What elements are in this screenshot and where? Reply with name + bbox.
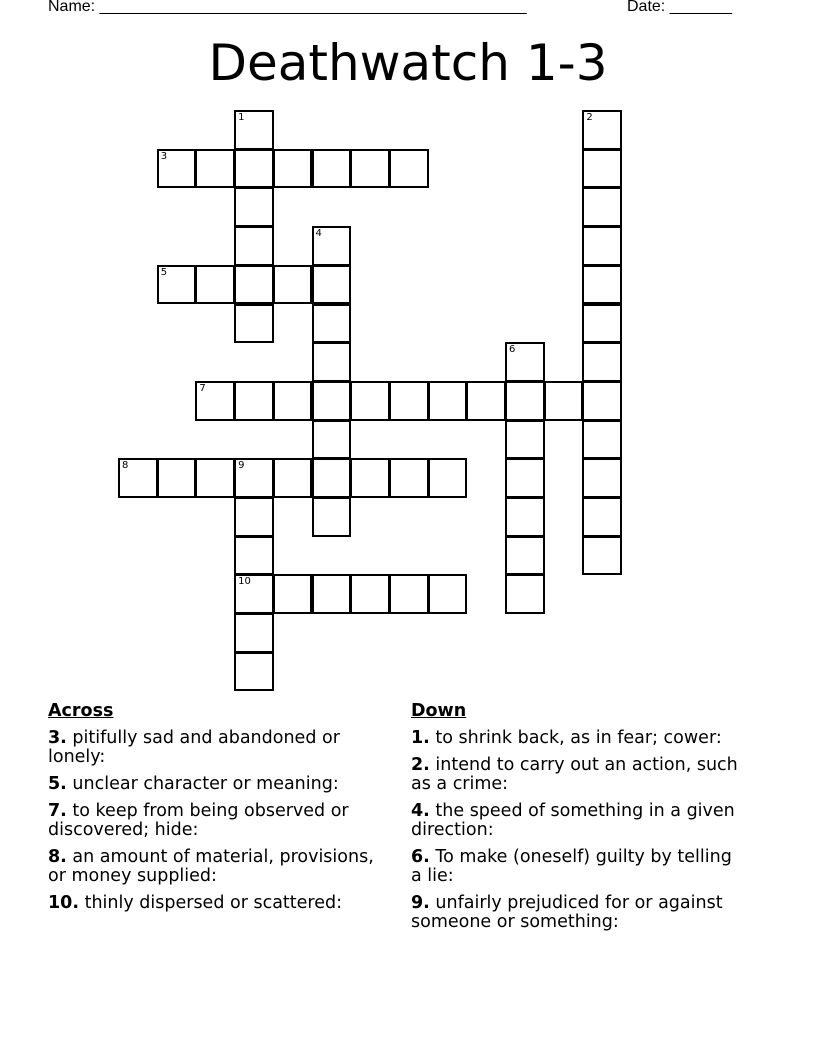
- clue-number-label: 2: [586, 112, 593, 123]
- grid-cell[interactable]: [505, 342, 545, 382]
- grid-cell[interactable]: [312, 574, 352, 614]
- grid-cell[interactable]: [195, 458, 235, 498]
- grid-cell[interactable]: [582, 226, 622, 266]
- clue-number: 9.: [411, 893, 430, 913]
- grid-cell[interactable]: [195, 381, 235, 421]
- grid-cell[interactable]: [273, 458, 313, 498]
- clue-across-5: [48, 775, 383, 794]
- grid-cell[interactable]: [234, 304, 274, 344]
- grid-cell[interactable]: [273, 574, 313, 614]
- clue-across-7: [48, 802, 383, 840]
- clue-number-label: 1: [238, 112, 245, 123]
- grid-cell[interactable]: [350, 574, 390, 614]
- clue-across-10: [48, 894, 383, 913]
- grid-cell[interactable]: [466, 381, 506, 421]
- clue-text: to shrink back, as in fear; cower:: [435, 728, 722, 748]
- clue-number-label: 7: [199, 382, 206, 394]
- clue-number-label: 4: [315, 228, 322, 240]
- clue-text: to keep from being observed or discovered; hide:: [48, 801, 349, 840]
- grid-cell[interactable]: [505, 536, 545, 576]
- page-title: Deathwatch 1-3: [208, 34, 608, 92]
- grid-cell[interactable]: [234, 574, 274, 614]
- grid-cell[interactable]: [544, 381, 584, 421]
- clue-text: an amount of material, provisions, or money supplied:: [48, 847, 374, 886]
- down-heading: Down: [411, 701, 467, 721]
- grid-cell[interactable]: [312, 149, 352, 189]
- grid-cell[interactable]: [273, 265, 313, 305]
- clue-down-9: [411, 894, 741, 932]
- grid-cell[interactable]: [312, 420, 352, 460]
- grid-cell[interactable]: [582, 497, 622, 537]
- grid-cell[interactable]: [234, 226, 274, 266]
- grid-cell[interactable]: [350, 381, 390, 421]
- grid-cell[interactable]: [195, 149, 235, 189]
- grid-cell[interactable]: [582, 149, 622, 189]
- clue-text: thinly dispersed or scattered:: [84, 893, 342, 913]
- grid-cell[interactable]: [312, 226, 352, 266]
- grid-cell[interactable]: [312, 342, 352, 382]
- clue-text: unclear character or meaning:: [72, 774, 339, 794]
- grid-cell[interactable]: [505, 420, 545, 460]
- clue-down-6: [411, 848, 741, 886]
- grid-cell[interactable]: [234, 149, 274, 189]
- clue-text: unfairly prejudiced for or against someone or something:: [411, 893, 723, 932]
- grid-cell[interactable]: [157, 265, 197, 305]
- grid-cell[interactable]: [157, 458, 197, 498]
- down-clues: [411, 702, 741, 940]
- clue-across-3: [48, 729, 383, 767]
- grid-cell[interactable]: [118, 458, 158, 498]
- clue-number: 5.: [48, 774, 67, 794]
- grid-cell[interactable]: [505, 574, 545, 614]
- grid-cell[interactable]: [389, 149, 429, 189]
- grid-cell[interactable]: [273, 149, 313, 189]
- name-field[interactable]: Name: ________________________________________________: [48, 0, 527, 15]
- grid-cell[interactable]: [273, 381, 313, 421]
- grid-cell[interactable]: [195, 265, 235, 305]
- clue-number-label: 6: [509, 344, 516, 356]
- grid-cell[interactable]: [350, 458, 390, 498]
- clue-number: 6.: [411, 847, 430, 867]
- grid-cell[interactable]: [312, 304, 352, 344]
- grid-cell[interactable]: [428, 574, 468, 614]
- clue-text: intend to carry out an action, such as a crime:: [411, 755, 738, 794]
- clue-number-label: 3: [160, 150, 168, 162]
- grid-cell[interactable]: [389, 381, 429, 421]
- grid-cell[interactable]: [157, 149, 197, 189]
- grid-cell[interactable]: [234, 265, 274, 305]
- grid-cell[interactable]: [582, 265, 622, 305]
- clue-number: 8.: [48, 847, 67, 867]
- grid-cell[interactable]: [582, 342, 622, 382]
- clue-number-label: 8: [122, 460, 129, 472]
- clue-text: To make (oneself) guilty by telling a lie:: [411, 847, 732, 886]
- across-clues: [48, 702, 383, 921]
- across-heading: Across: [48, 701, 114, 721]
- grid-cell[interactable]: [505, 458, 545, 498]
- clue-down-1: [411, 729, 741, 748]
- grid-cell[interactable]: [350, 149, 390, 189]
- clue-number: 10.: [48, 893, 80, 913]
- clue-down-2: [411, 756, 741, 794]
- grid-cell[interactable]: [582, 110, 622, 150]
- grid-cell[interactable]: [312, 458, 352, 498]
- grid-cell[interactable]: [234, 110, 274, 150]
- grid-cell[interactable]: [389, 574, 429, 614]
- grid-cell[interactable]: [312, 381, 352, 421]
- date-field[interactable]: Date: _______: [627, 0, 732, 15]
- grid-cell[interactable]: [582, 458, 622, 498]
- grid-cell[interactable]: [234, 536, 274, 576]
- grid-cell[interactable]: [234, 458, 274, 498]
- grid-cell[interactable]: [234, 381, 274, 421]
- grid-cell[interactable]: [428, 458, 468, 498]
- clue-number-label: 5: [160, 266, 168, 278]
- grid-cell[interactable]: [312, 497, 352, 537]
- grid-cell[interactable]: [234, 652, 274, 692]
- clue-number-label: 9: [238, 460, 245, 472]
- clue-number: 4.: [411, 801, 430, 821]
- clue-number: 3.: [48, 728, 67, 748]
- grid-cell[interactable]: [234, 187, 274, 227]
- grid-cell[interactable]: [234, 497, 274, 537]
- grid-cell[interactable]: [582, 304, 622, 344]
- grid-cell[interactable]: [582, 536, 622, 576]
- clue-text: pitifully sad and abandoned or lonely:: [48, 728, 340, 767]
- grid-cell[interactable]: [505, 497, 545, 537]
- grid-cell[interactable]: [389, 458, 429, 498]
- clue-number: 2.: [411, 755, 430, 775]
- grid-cell[interactable]: [312, 265, 352, 305]
- clue-number: 7.: [48, 801, 67, 821]
- clue-number-label: 10: [238, 576, 251, 588]
- grid-cell[interactable]: [582, 420, 622, 460]
- grid-cell[interactable]: [505, 381, 545, 421]
- grid-cell[interactable]: [582, 381, 622, 421]
- clue-number: 1.: [411, 728, 430, 748]
- clue-across-8: [48, 848, 383, 886]
- grid-cell[interactable]: [582, 187, 622, 227]
- clue-text: the speed of something in a given direction:: [411, 801, 735, 840]
- grid-cell[interactable]: [234, 613, 274, 653]
- grid-cell[interactable]: [428, 381, 468, 421]
- clue-down-4: [411, 802, 741, 840]
